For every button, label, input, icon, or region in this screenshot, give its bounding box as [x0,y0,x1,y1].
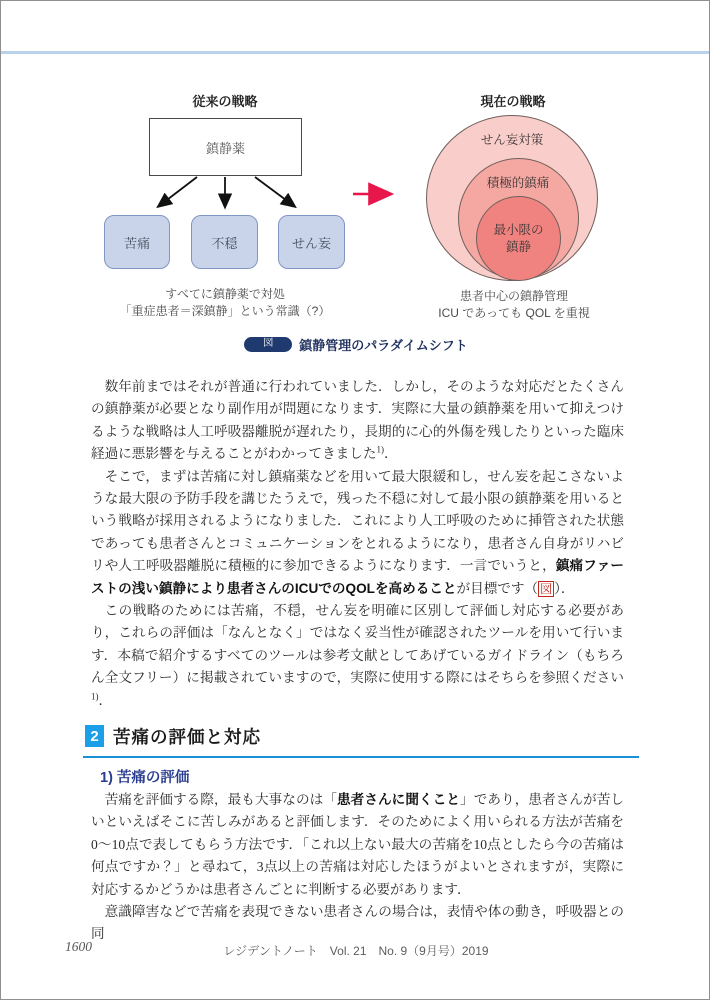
p1-text: 数年前まではそれが普通に行われていました．しかし，そのような対応だとたくさんの鎮静薬が必要となり副作用が問題になります．実際に大量の鎮静薬を用いて抑えつけるような戦略は人工呼吸器離脱が遅れたり，長期的に心的外傷を残したりといった臨床経過に悪影響を与えることがわかってきました [91,379,624,462]
new-strategy-caption-line1: 患者中心の鎮静管理 [459,289,568,303]
figure-caption-text: 鎮静管理のパラダイムシフト [299,337,468,353]
p5-text: 意識障害などで苦痛を表現できない患者さんの場合は，表情や体の動き，呼吸器との同 [91,904,624,942]
figure-reference-link: 図 [540,581,553,596]
new-strategy-caption-line2: ICU であっても QOL を重視 [438,306,590,320]
paragraph-2 [91,466,624,600]
section-number-badge: 2 [85,725,104,747]
arrow-to-delirium [255,177,294,206]
outcome-box-delirium: せん妄 [278,215,345,269]
p2-lead: そこで，まずは苦痛に対し鎮痛薬などを用いて最大限緩和し，せん妄を起こさないような最大限の予防手段を講じたうえで，残った不穏に対して最小限の鎮静薬を用いるという戦略が採用されるようになりました．これにより人工呼吸のために挿管された状態であっても患者さんとコミュニケーションをとれるようになり，患者さん自身がリハビリや人工呼吸器離脱に積極的に参加できるようになります．一言でいうと， [91,468,624,574]
section-title: 苦痛の評価と対応 [113,727,261,747]
ring-label-outer: せん妄対策 [480,133,544,147]
p3-reference-mark: 1) [91,691,99,702]
figure-caption [1,335,710,353]
header-divider [1,51,710,54]
journal-footer-line: レジデントノート Vol. 21 No. 9（9月号）2019 [223,944,489,958]
p1-reference-mark: 1) [376,444,384,455]
sedative-box: 鎮静薬 [149,118,302,176]
old-strategy-title: 従来の戦略 [192,94,258,109]
page-number: 1600 [65,939,92,954]
ring-label-inner-line1: 最小限の [493,223,544,237]
arrow-to-pain [159,177,197,206]
paragraph-3 [91,600,624,712]
p2-emphasis: 鎮痛ファーストの浅い鎮静により患者さんのICUでのQOLを高めること [91,558,624,596]
new-strategy-caption [419,288,609,322]
old-strategy-caption [96,286,354,320]
ring-label-inner [476,222,561,256]
ring-label-middle: 積極的鎮痛 [486,176,550,190]
old-strategy-caption-line1: すべてに鎮静薬で対処 [165,287,285,301]
outcome-box-pain: 苦痛 [104,215,170,269]
p2-mid: が目標です（ [456,580,539,596]
p3-tail: ． [98,692,113,708]
p1-tail: ． [383,446,398,462]
figure-badge: 図 [244,337,292,352]
p4-emphasis: 患者さんに聞くこと [337,792,461,807]
p4-tail: 」であり，患者さんが苦しいといえばそこに苦しみがあると評価します．そのためによく用いられる方法が苦痛を0〜10点で表してもらう方法です．「これ以上ない最大の苦痛を10点としたら今の苦痛は何点ですか？」と尋ねて，3点以上の苦痛は対応したほうがよいとされますが，実際に対応するかどうかは患者さんごとに判断する必要があります． [91,792,625,897]
p3-text: この戦略のためには苦痛，不穏，せん妄を明確に区別して評価し対応する必要があり，これらの評価は「なんとなく」ではなく妥当性が確認されたツールを用いて行います．本稿で紹介するすべてのツールは参考文献としてあげているガイドライン（もちろん全文フリー）に掲載されていますので，実際に使用する際にはそちらを参照ください [91,603,624,686]
old-strategy-caption-line2: 「重症患者＝深鎮静」という常識（?） [119,304,331,318]
outcome-box-agitation: 不穏 [191,215,258,269]
body-text-block-1 [91,376,624,712]
section-underline [83,756,639,758]
paragraph-4 [91,789,624,901]
ring-label-inner-line2: 鎮静 [505,240,531,254]
p4-lead: 苦痛を評価する際，最も大事なのは「 [104,792,337,807]
paragraph-5 [91,901,624,946]
p2-tail: ）． [554,580,575,596]
body-text-block-2 [91,789,624,946]
new-strategy-title: 現在の戦略 [480,94,546,109]
subsection-title: 1) 苦痛の評価 [100,770,190,786]
paragraph-1 [91,376,624,466]
